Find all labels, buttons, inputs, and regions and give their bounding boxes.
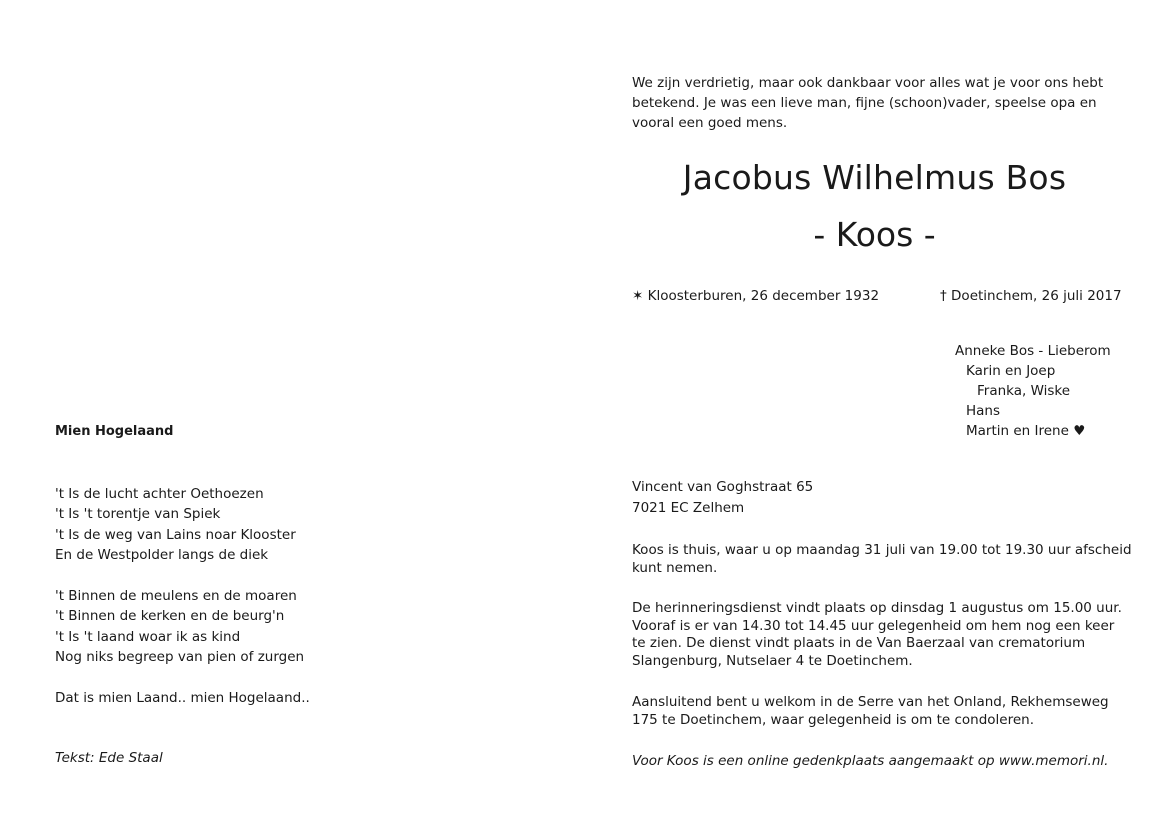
text-line: te zien. De dienst vindt plaats in de Van Baerzaal van crematorium bbox=[632, 635, 1086, 651]
poem-line: 't Binnen de kerken en de beurg'n bbox=[55, 608, 285, 625]
address-line: 7021 EC Zelhem bbox=[632, 499, 745, 516]
poem-line: Nog niks begreep van pien of zurgen bbox=[55, 648, 305, 665]
family-member: Martin en Irene ♥ bbox=[966, 423, 1086, 439]
intro-line: vooral een goed mens. bbox=[632, 115, 788, 131]
deceased-nickname: - Koos - bbox=[813, 215, 936, 254]
text-line: Koos is thuis, waar u op maandag 31 juli van 19.00 tot 19.30 uur afscheid bbox=[632, 542, 1132, 558]
poem-stanza-3 bbox=[55, 688, 310, 708]
poem-line: 't Binnen de meulens en de moaren bbox=[55, 588, 297, 604]
text-line: kunt nemen. bbox=[632, 559, 718, 576]
poem-stanza-1 bbox=[55, 484, 296, 565]
poem-line: En de Westpolder langs de diek bbox=[55, 546, 269, 563]
deceased-full-name: Jacobus Wilhelmus Bos bbox=[682, 158, 1067, 197]
text-line: Vooraf is er van 14.30 tot 14.45 uur gelegenheid om hem nog een keer bbox=[632, 617, 1115, 634]
family-member: Anneke Bos - Lieberom bbox=[955, 343, 1111, 359]
poem-line: 't Is 't laand woar ik as kind bbox=[55, 628, 241, 645]
viewing-info bbox=[632, 542, 1132, 577]
online-memorial-note: Voor Koos is een online gedenkplaats aangemaakt op www.memori.nl. bbox=[632, 753, 1109, 769]
poem-line: Dat is mien Laand.. mien Hogelaand.. bbox=[55, 690, 310, 706]
family-member: Franka, Wiske bbox=[977, 383, 1071, 399]
intro-text bbox=[632, 73, 1117, 133]
address-line: Vincent van Goghstraat 65 bbox=[632, 479, 814, 495]
family-member: Karin en Joep bbox=[966, 363, 1056, 379]
poem-credit: Tekst: Ede Staal bbox=[55, 750, 163, 766]
text-line: Aansluitend bent u welkom in de Serre van het Onland, Rekhemseweg bbox=[632, 694, 1109, 710]
service-info bbox=[632, 600, 1122, 670]
text-line: 175 te Doetinchem, waar gelegenheid is om te condoleren. bbox=[632, 711, 1034, 728]
intro-line: betekend. Je was een lieve man, fijne (schoon)vader, speelse opa en bbox=[632, 95, 1097, 111]
text-line: De herinneringsdienst vindt plaats op dinsdag 1 augustus om 15.00 uur. bbox=[632, 600, 1122, 616]
poem-title: Mien Hogelaand bbox=[55, 424, 174, 439]
poem-line: 't Is de lucht achter Oethoezen bbox=[55, 486, 264, 502]
poem-line: 't Is 't torentje van Spiek bbox=[55, 506, 221, 523]
condolence-info bbox=[632, 694, 1117, 729]
home-address bbox=[632, 477, 813, 518]
poem-stanza-2 bbox=[55, 586, 304, 667]
family-member: Hans bbox=[966, 403, 1001, 419]
death-info: † Doetinchem, 26 juli 2017 bbox=[940, 288, 1122, 304]
text-line: Slangenburg, Nutselaer 4 te Doetinchem. bbox=[632, 652, 913, 669]
poem-line: 't Is de weg van Lains noar Klooster bbox=[55, 526, 296, 543]
intro-line: We zijn verdrietig, maar ook dankbaar voor alles wat je voor ons hebt bbox=[632, 75, 1104, 91]
birth-info: ✶ Kloosterburen, 26 december 1932 bbox=[632, 288, 880, 304]
